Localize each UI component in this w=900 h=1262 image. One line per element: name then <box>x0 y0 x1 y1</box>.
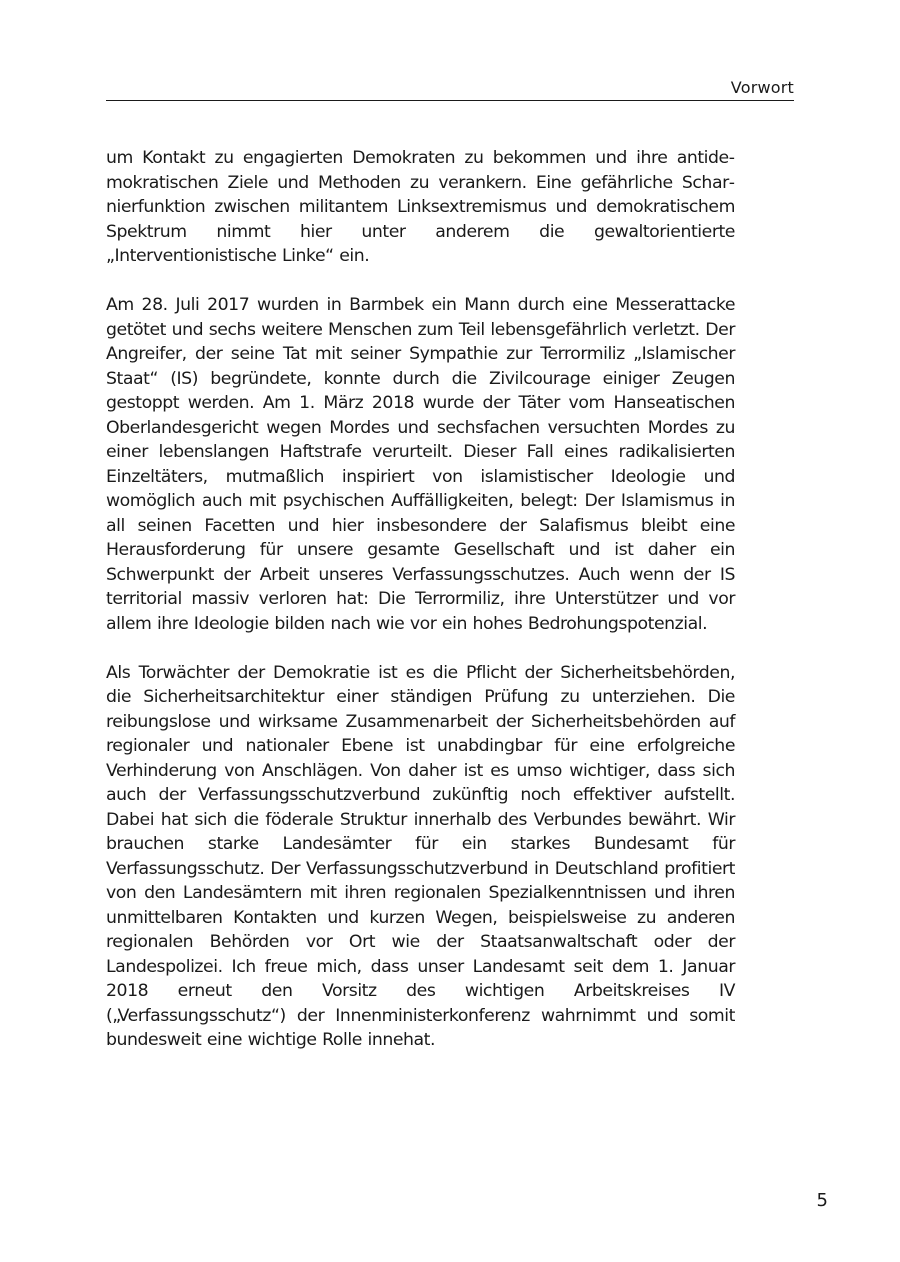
paragraph-2: Am 28. Juli 2017 wurden in Barmbek ein Mann durch eine Messerattacke getötet und sechs weitere Menschen zum Teil lebensgefährlich verletzt. Der Angreifer, der seine Tat mit seiner Sympathie zur Terrormiliz „Islamischer Staat“ (IS) begründete, konnte durch die Zivilcourage einiger Zeugen gestoppt werden. Am 1. März 2018 wurde der Täter vom Hanseatischen Oberlandesgericht wegen Mordes und sechsfachen versuchten Mordes zu einer lebenslangen Haftstrafe verurteilt. Dieser Fall eines radikalisierten Einzeltäters, mutmaßlich inspiriert von islamistischer Ideologie und womöglich auch mit psychischen Auffälligkeiten, belegt: Der Islamismus in all seinen Facetten und hier insbesondere der Salafismus bleibt eine Herausforderung für unsere gesamte Gesellschaft und ist daher ein Schwerpunkt der Arbeit unseres Verfassungsschutzes. Auch wenn der IS territorial massiv verloren hat: Die Terrormiliz, ihre Unterstützer und vor allem ihre Ideologie bilden nach wie vor ein hohes Bedrohungspotenzial. <box>106 295 735 634</box>
page-number: 5 <box>816 1190 828 1211</box>
body-text <box>106 146 735 1077</box>
paragraph-1: um Kontakt zu engagierten Demokraten zu bekommen und ihre antidemokratischen Ziele und Methoden zu verankern. Eine gefährliche Scharnierfunktion zwischen militantem Linksextremismus und demokratischem Spektrum nimmt hier unter anderem die gewaltorientierte „Interventionistische Linke“ ein. <box>106 148 735 266</box>
paragraph-3: Als Torwächter der Demokratie ist es die Pflicht der Sicherheitsbehörden, die Sicherheitsarchitektur einer ständigen Prüfung zu unterziehen. Die reibungslose und wirksame Zusammenarbeit der Sicherheitsbehörden auf regionaler und nationaler Ebene ist unabdingbar für eine erfolgreiche Verhinderung von Anschlägen. Von daher ist es umso wichtiger, dass sich auch der Verfassungsschutzverbund zukünftig noch effektiver aufstellt. Dabei hat sich die föderale Struktur innerhalb des Verbundes bewährt. Wir brauchen starke Landesämter für ein starkes Bundesamt für Verfassungsschutz. Der Verfassungsschutzverbund in Deutschland profitiert von den Landesämtern mit ihren regionalen Spezialkenntnissen und ihren unmittelbaren Kontakten und kurzen Wegen, beispielsweise zu anderen regionalen Behörden vor Ort wie der Staatsanwaltschaft oder der Landespolizei. Ich freue mich, dass unser Landesamt seit dem 1. Januar 2018 erneut den Vorsitz des wichtigen Arbeitskreises IV („Verfassungsschutz“) der Innenministerkonferenz wahrnimmt und somit bundesweit eine wichtige Rolle innehat. <box>106 662 735 1050</box>
section-title: Vorwort <box>730 78 794 97</box>
running-header <box>106 76 794 101</box>
